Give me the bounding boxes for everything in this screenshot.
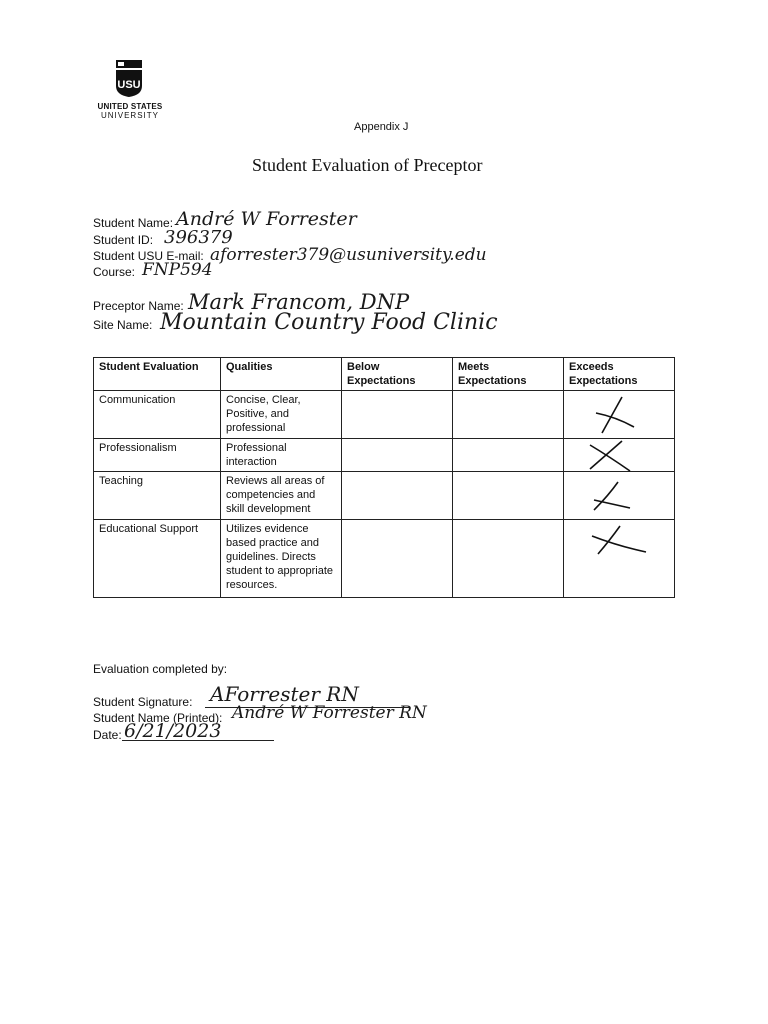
site-name-value: Mountain Country Food Clinic [160,310,498,335]
row-educational-support-qualities: Utilizes evidence based practice and guidelines. Directs student to appropriate resources. [221,520,342,598]
table-row [94,472,675,520]
header-meets-expectations: Meets Expectations [453,358,564,391]
student-printed-name-value: André W Forrester RN [232,703,427,723]
logo-line1: UNITED STATES [97,102,163,111]
row-educational-support-evaluation: Educational Support [94,520,221,598]
student-name-value: André W Forrester [176,208,357,230]
page-title: Student Evaluation of Preceptor [252,155,483,175]
row-professionalism-meets [453,439,564,472]
date-label: Date: [93,728,122,742]
evaluation-completed-label: Evaluation completed by: [93,662,228,676]
row-teaching-meets [453,472,564,520]
row-communication-meets [453,391,564,439]
logo-mark: USU [117,79,141,91]
preceptor-name-value: Mark Francom, DNP [188,290,410,314]
student-id-value: 396379 [164,227,233,248]
table-row [94,520,675,598]
row-professionalism-below [342,439,453,472]
table-row [94,439,675,472]
row-teaching-exceeds [564,472,675,520]
student-email-value: aforrester379@usuniversity.edu [210,245,487,265]
row-communication-below [342,391,453,439]
row-teaching-evaluation: Teaching [94,472,221,520]
row-professionalism-evaluation: Professionalism [94,439,221,472]
logo-line2: UNIVERSITY [100,111,159,120]
row-professionalism-qualities: Professional interaction [221,439,342,472]
header-student-evaluation: Student Evaluation [94,358,221,391]
row-communication-evaluation: Communication [94,391,221,439]
table-header-row [94,358,675,391]
student-printed-name-label: Student Name (Printed): [93,711,223,725]
student-id-label: Student ID: [93,233,154,247]
course-value: FNP594 [142,260,213,280]
row-professionalism-exceeds [564,439,675,472]
row-educational-support-below [342,520,453,598]
usu-shield-icon [114,58,144,98]
row-communication-exceeds [564,391,675,439]
row-communication-qualities: Concise, Clear, Positive, and professional [221,391,342,439]
course-label: Course: [93,265,136,279]
handwritten-x-icon [578,439,638,473]
student-signature-label: Student Signature: [93,695,193,709]
header-qualities: Qualities [221,358,342,391]
date-line [122,740,274,741]
usu-logo [96,58,176,122]
row-teaching-qualities: Reviews all areas of competencies and skill development [221,472,342,520]
site-name-label: Site Name: [93,318,153,332]
student-name-label: Student Name: [93,216,174,230]
evaluation-table [93,357,675,598]
table-row [94,391,675,439]
row-educational-support-meets [453,520,564,598]
row-teaching-below [342,472,453,520]
student-email-label: Student USU E-mail: [93,249,204,263]
handwritten-x-icon [582,393,642,437]
student-signature-value: AForrester RN [210,682,359,706]
row-educational-support-exceeds [564,520,675,598]
handwritten-x-icon [582,478,642,518]
date-value: 6/21/2023 [124,720,222,742]
header-exceeds-expectations: Exceeds Expectations [564,358,675,391]
header-below-expectations: Below Expectations [342,358,453,391]
appendix-label: Appendix J [354,121,409,133]
preceptor-name-label: Preceptor Name: [93,299,184,313]
handwritten-x-icon [582,522,652,562]
